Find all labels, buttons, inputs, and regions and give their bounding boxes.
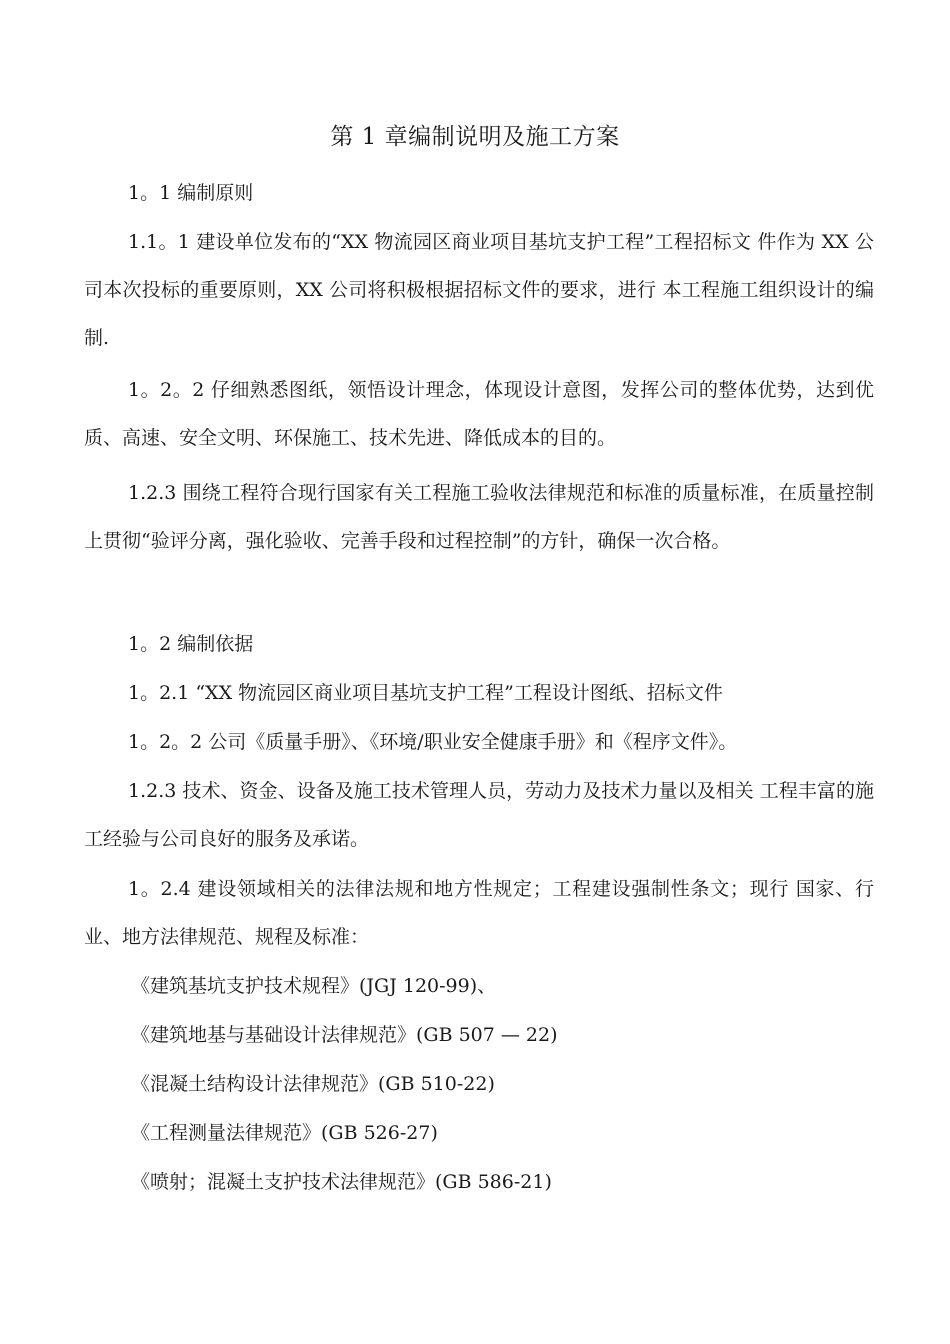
standard-item: 《混凝土结构设计法律规范》(GB 510-22) bbox=[131, 1073, 495, 1095]
standard-item: 《喷射；混凝土支护技术法律规范》(GB 586-21) bbox=[131, 1171, 552, 1193]
paragraph-basis-3: 1.2.3 技术、资金、设备及施工技术管理人员，劳动力及技术力量以及相关 工程丰富的施工经验与公司良好的服务及承诺。 bbox=[84, 780, 874, 850]
paragraph-1-2-3: 1.2.3 围绕工程符合现行国家有关工程施工验收法律规范和标准的质量标准，在质量控制上贯彻“验评分离，强化验收、完善手段和过程控制”的方针，确保一次合格。 bbox=[84, 482, 874, 552]
section-heading-1-1: 1。1 编制原则 bbox=[128, 182, 254, 204]
standard-item: 《建筑地基与基础设计法律规范》(GB 507 — 22) bbox=[131, 1024, 558, 1046]
standard-item: 《建筑基坑支护技术规程》(JGJ 120-99)、 bbox=[131, 975, 497, 997]
chapter-title: 第 1 章编制说明及施工方案 bbox=[330, 124, 620, 150]
paragraph-basis-2: 1。2。2 公司《质量手册》、《环境/职业安全健康手册》和《程序文件》。 bbox=[128, 731, 738, 753]
paragraph-1-1-1: 1.1。1 建设单位发布的“XX 物流园区商业项目基坑支护工程”工程招标文 件作为 XX 公司本次投标的重要原则，XX 公司将积极根据招标文件的要求，进行 本工程施工组织设计的编制. bbox=[84, 231, 874, 349]
section-heading-1-2: 1。2 编制依据 bbox=[128, 633, 254, 655]
paragraph-basis-1: 1。2.1 “XX 物流园区商业项目基坑支护工程”工程设计图纸、招标文件 bbox=[128, 682, 723, 704]
paragraph-basis-4: 1。2.4 建设领域相关的法律法规和地方性规定；工程建设强制性条文；现行 国家、行业、地方法律规范、规程及标准： bbox=[84, 878, 874, 948]
standard-item: 《工程测量法律规范》(GB 526-27) bbox=[131, 1122, 438, 1144]
paragraph-1-2-2: 1。2。2 仔细熟悉图纸，领悟设计理念，体现设计意图，发挥公司的整体优势，达到优质、高速、安全文明、环保施工、技术先进、降低成本的目的。 bbox=[84, 379, 874, 449]
